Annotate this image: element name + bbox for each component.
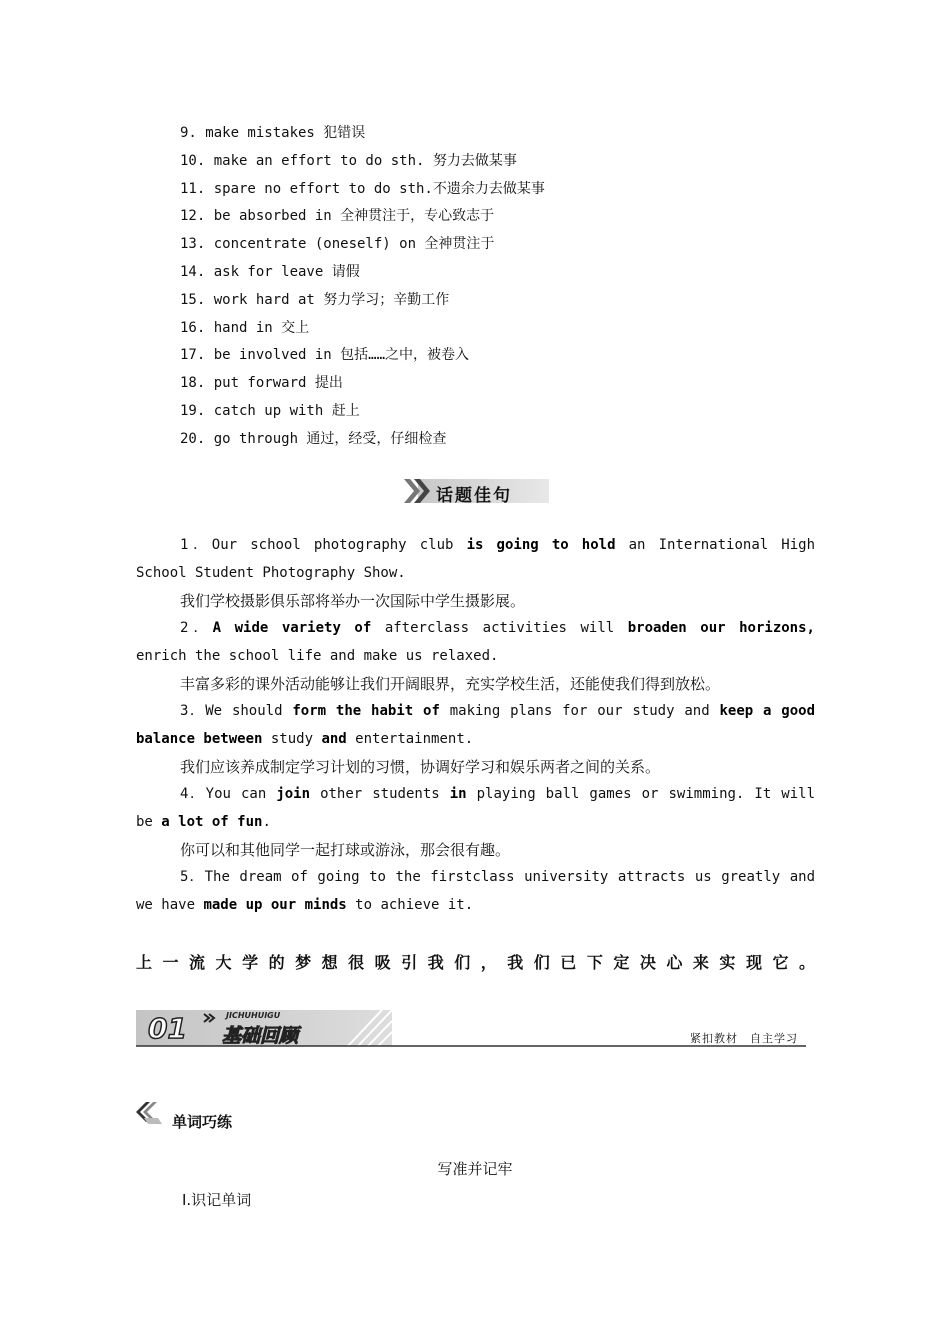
phrase-item: 17. be involved in 包括……之中，被卷入 xyxy=(180,347,470,363)
sentence-4-translation: 你可以和其他同学一起打球或游泳，那会很有趣。 xyxy=(180,841,511,859)
sentence-4: 4．You can join other students in playing ball games or swimming. It will be a lot of fun. xyxy=(136,786,816,830)
item-label: Ⅰ.识记单词 xyxy=(182,1191,252,1209)
sentence-5: 5．The dream of going to the firstclass university attracts us greatly and we have made up our minds to achieve it. xyxy=(136,869,815,913)
subheading: 单词巧练 xyxy=(172,1113,233,1131)
phrase-item: 18. put forward 提出 xyxy=(180,375,343,391)
phrase-item: 11. spare no effort to do sth.不遗余力去做某事 xyxy=(180,181,545,197)
sentence-1: 1．Our school photography club is going to hold an International High School Student Photography Show. xyxy=(136,537,816,581)
phrase-item: 10. make an effort to do sth. 努力去做某事 xyxy=(180,153,517,169)
section-pinyin: JICHUHUIGU xyxy=(226,1011,281,1020)
section-number: 01 xyxy=(148,1012,187,1045)
chevron-diamond-icon xyxy=(134,1100,164,1128)
phrase-item: 19. catch up with 赶上 xyxy=(180,403,360,419)
section-title: 基础回顾 xyxy=(222,1025,299,1047)
sentence-2-translation: 丰富多彩的课外活动能够让我们开阔眼界，充实学校生活，还能使我们得到放松。 xyxy=(180,675,721,693)
sentence-5-translation: 上一流大学的梦想很吸引我们，我们已下定决心来实现它。 xyxy=(136,953,815,972)
section-tagline: 紧扣教材 自主学习 xyxy=(690,1032,798,1045)
phrase-item: 15. work hard at 努力学习；辛勤工作 xyxy=(180,292,450,308)
sentence-1-translation: 我们学校摄影俱乐部将举办一次国际中学生摄影展。 xyxy=(180,592,526,610)
phrase-item: 14. ask for leave 请假 xyxy=(180,264,360,280)
phrase-item: 9. make mistakes 犯错误 xyxy=(180,125,366,141)
phrase-item: 13. concentrate (oneself) on 全神贯注于 xyxy=(180,236,495,252)
sentence-3-translation: 我们应该养成制定学习计划的习惯，协调好学习和娱乐两者之间的关系。 xyxy=(180,758,661,776)
banner-title: 话题佳句 xyxy=(436,486,512,506)
phrase-item: 12. be absorbed in 全神贯注于，专心致志于 xyxy=(180,208,495,224)
sentence-2: 2．A wide variety of afterclass activities will broaden our horizons, enrich the school life and make us relaxed. xyxy=(136,620,815,664)
phrase-item: 16. hand in 交上 xyxy=(180,320,310,336)
sentence-3: 3．We should form the habit of making plans for our study and keep a good balance between study and entertainment. xyxy=(136,703,816,747)
center-title: 写准并记牢 xyxy=(437,1160,513,1178)
phrase-item: 20. go through 通过，经受，仔细检查 xyxy=(180,431,447,447)
